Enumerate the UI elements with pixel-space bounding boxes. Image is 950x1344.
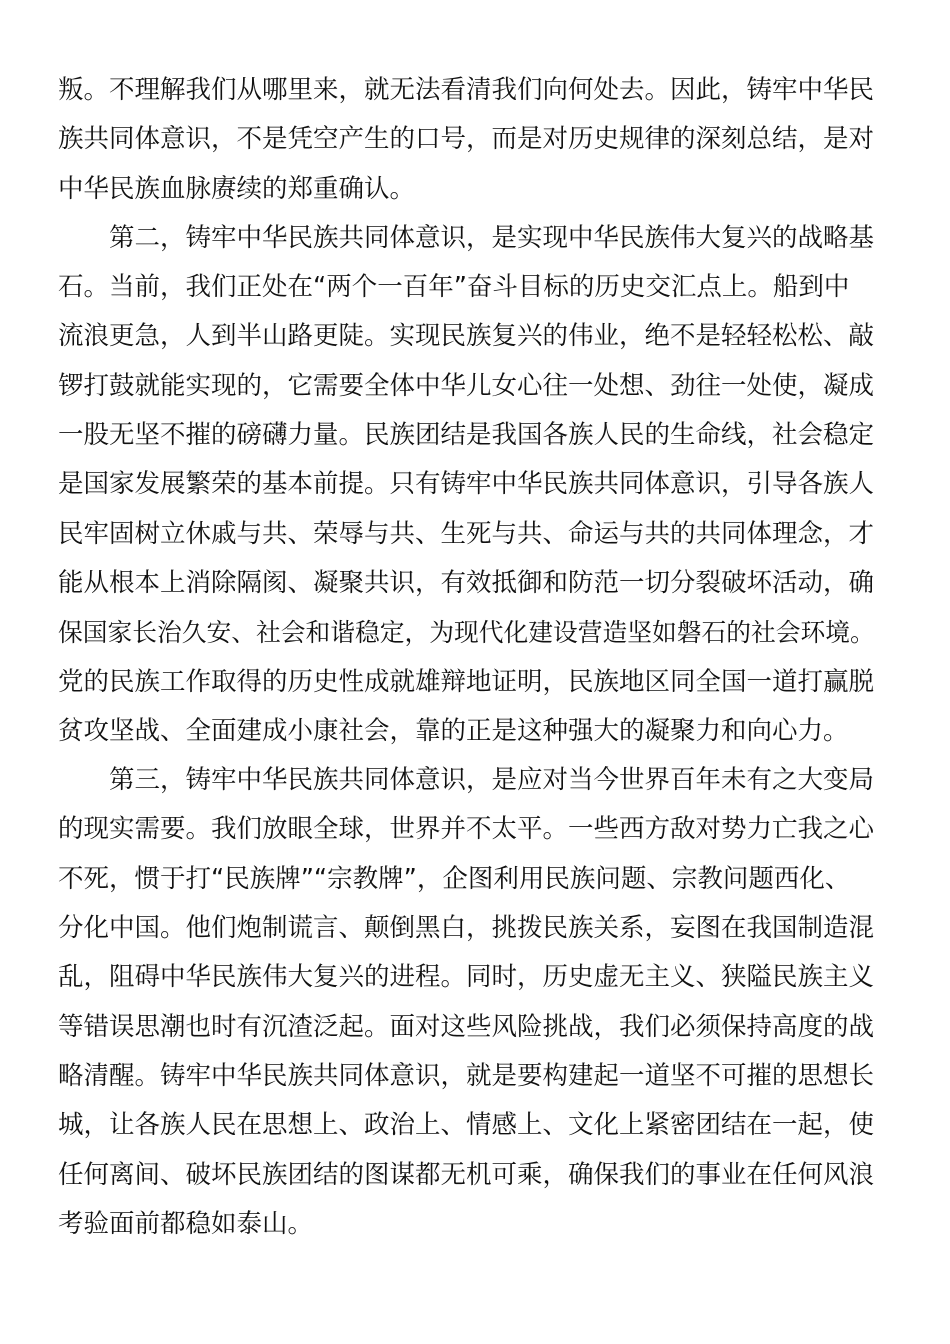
text-line: 石。当前，我们正处在“两个一百年”奋斗目标的历史交汇点上。船到中 [58,272,850,303]
text-line: 是国家发展繁荣的基本前提。只有铸牢中华民族共同体意识，引导各族人 [58,469,875,500]
text-line: 贫攻坚战、全面建成小康社会，靠的正是这种强大的凝聚力和向心力。 [58,715,849,746]
text-line: 乱，阻碍中华民族伟大复兴的进程。同时，历史虚无主义、狭隘民族主义 [58,962,875,993]
text-line: 城，让各族人民在思想上、政治上、情感上、文化上紧密团结在一起，使 [58,1110,875,1141]
text-line: 族共同体意识，不是凭空产生的口号，而是对历史规律的深刻总结，是对 [58,124,875,155]
text-line: 中华民族血脉赓续的郑重确认。 [58,173,416,204]
text-line: 民牢固树立休戚与共、荣辱与共、生死与共、命运与共的共同体理念，才 [58,518,875,549]
text-line: 略清醒。铸牢中华民族共同体意识，就是要构建起一道坚不可摧的思想长 [58,1060,875,1091]
text-line: 的现实需要。我们放眼全球，世界并不太平。一些西方敌对势力亡我之心 [58,814,875,845]
text-line: 党的民族工作取得的历史性成就雄辩地证明，民族地区同全国一道打赢脱 [58,666,875,697]
text-line: 任何离间、破坏民族团结的图谋都无机可乘，确保我们的事业在任何风浪 [58,1159,875,1190]
text-line: 考验面前都稳如泰山。 [58,1208,314,1239]
text-line: 锣打鼓就能实现的，它需要全体中华儿女心往一处想、劲往一处使，凝成 [58,370,875,401]
text-line: 一股无坚不摧的磅礴力量。民族团结是我国各族人民的生命线，社会稳定 [58,420,875,451]
paragraph-start-line: 第二，铸牢中华民族共同体意识，是实现中华民族伟大复兴的战略基 [109,222,875,253]
text-line: 叛。不理解我们从哪里来，就无法看清我们向何处去。因此，铸牢中华民 [58,75,875,105]
text-line: 流浪更急，人到半山路更陡。实现民族复兴的伟业，绝不是轻轻松松、敲 [58,321,875,352]
text-line: 能从根本上消除隔阂、凝聚共识，有效抵御和防范一切分裂破坏活动，确 [58,567,875,598]
text-line: 分化中国。他们炮制谎言、颠倒黑白，挑拨民族关系，妄图在我国制造混 [58,913,875,944]
paragraph-start-line: 第三，铸牢中华民族共同体意识，是应对当今世界百年未有之大变局 [109,765,875,796]
text-line: 保国家长治久安、社会和谐稳定，为现代化建设营造坚如磐石的社会环境。 [58,618,875,648]
text-line: 不死，惯于打“民族牌”“宗教牌”，企图利用民族问题、宗教问题西化、 [58,863,851,894]
text-line: 等错误思潮也时有沉渣泛起。面对这些风险挑战，我们必须保持高度的战 [58,1011,875,1042]
document-page [58,66,878,1249]
